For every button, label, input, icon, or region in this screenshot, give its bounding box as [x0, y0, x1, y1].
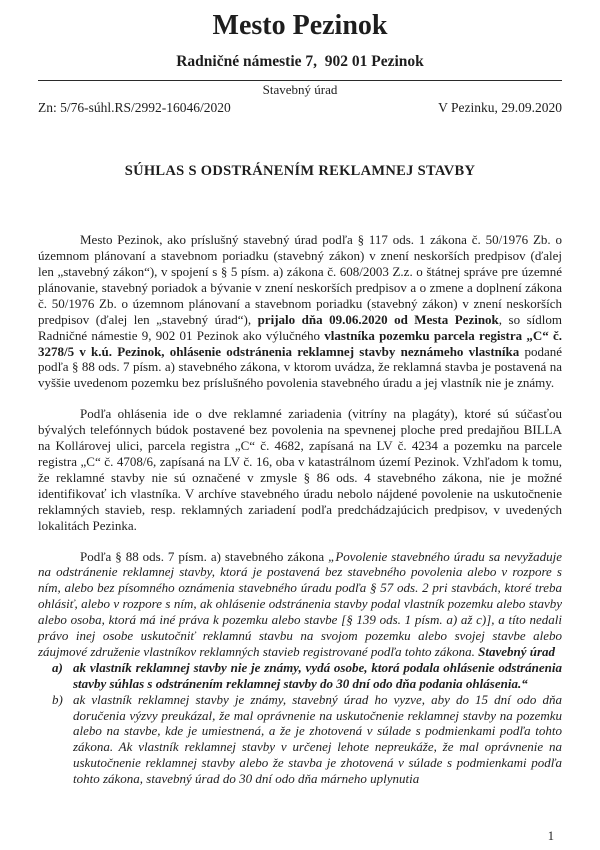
list-item-b-text: ak vlastník reklamnej stavby je známy, stavebný úrad ho vyzve, aby do 15 dní odo dňa doručenia výzvy preukázal, že mal oprávnenie na uskutočnenie reklamnej stavby na pozemku alebo na stavbe, kde je umiestnená, a že je zhotovená v súlade s podmienkami podľa tohto zákona. Ak vlastník reklamnej stavby v určenej lehote nepreukáže, že mal oprávnenie na uskutočnenie reklamnej stavby alebo že stavba je zhotovená v súlade s podmienkami podľa tohto zákona, stavebný úrad do 30 dní odo dňa márneho uplynutia	[73, 691, 562, 787]
list-item-a	[52, 660, 562, 692]
reference-number: Zn: 5/76-súhl.RS/2992-16046/2020	[38, 100, 231, 116]
org-address: Radničné námestie 7, 902 01 Pezinok	[176, 53, 424, 71]
paragraph-1-text-3: podané podľa § 88 ods. 7 písm. a) stavebného zákona, v ktorom uvádza, že reklamná stavba je postavená na vyššie uvedenom pozemku bez príslušného povolenia stavebného úradu a jej vlastník nie je známy.	[38, 343, 562, 391]
paragraph-3-intro: Podľa § 88 ods. 7 písm. a) stavebného zákona	[80, 548, 329, 564]
list-item-b	[52, 692, 562, 787]
paragraph-3	[38, 549, 562, 660]
paragraph-1-text-2: , so sídlom Radničné námestie 9, 902 01 Pezinok ako výlučného	[38, 311, 562, 343]
list-item-a-label: a)	[52, 659, 63, 675]
header-rule	[38, 80, 562, 81]
list-item-a-text: ak vlastník reklamnej stavby nie je známy, vydá osobe, ktorá podala ohlásenie odstránenia stavby súhlas s odstránením reklamnej stavby do 30 dní odo dňa podania ohlásenia.“	[73, 659, 562, 691]
document-body	[38, 232, 562, 787]
paragraph-3-law-quote: „Povolenie stavebného úradu sa nevyžaduje na odstránenie reklamnej stavby, ktorá je postavená bez stavebného povolenia alebo v rozpore s ním, alebo bez písomného oznámenia stavebného úradu podľa § 57 ods. 2 pri stavbách, ktoré treba ohlásiť, alebo v rozpore s ním, ak ohlásenie odstránenia stavby podal vlastník pozemku alebo stavby alebo osoba, ktorá má iné práva k pozemku alebo stavbe [§ 139 ods. 1 písm. a) až c)], a títo nedali právo inej osobe uskutočniť reklamnú stavbu na svojom pozemku alebo svojej stavbe alebo záujmové združenie vlastníkov reklamných stavieb registrované podľa tohto zákona.	[38, 548, 563, 659]
paragraph-1-bold-received: prijalo dňa 09.06.2020 od Mesta Pezinok	[257, 311, 499, 327]
page-number: 1	[547, 829, 554, 843]
reference-row	[38, 100, 562, 116]
paragraph-1	[38, 232, 562, 391]
paragraph-1-bold-parcel: vlastníka pozemku parcela registra „C“ č. 3278/5 v k.ú. Pezinok, ohlásenie odstránenia reklamnej stavby neznámeho vlastníka	[38, 327, 562, 359]
paragraph-2: Podľa ohlásenia ide o dve reklamné zariadenia (vitríny na plagáty), ktoré sú súčasťou bývalých telefónnych búdok postavené bez povolenia na spevnenej ploche pred predajňou BILLA na Kollárovej ulici, parcela registra „C“ č. 4682, zapísaná na LV č. 4234 a pozemku na parcele registra „C“ č. 4708/6, zapísaná na LV č. 16, oba v katastrálnom území Pezinok. Vzhľadom k tomu, že reklamné stavby nie sú označené v zmysle § 86 ods. 4 stavebného zákona, nie je možné identifikovať ich vlastníka. V archíve stavebného úradu nebolo nájdené povolenie na uskutočnenie reklamných stavieb, resp. reklamných zariadení podľa predchádzajúcich predpisov, v uvedených lokalitách Pezinka.	[38, 406, 562, 533]
document-title: SÚHLAS S ODSTRÁNENÍM REKLAMNEJ STAVBY	[124, 163, 476, 180]
place-date: V Pezinku, 29.09.2020	[438, 100, 562, 116]
org-name: Mesto Pezinok	[212, 10, 388, 41]
paragraph-1-text: Mesto Pezinok, ako príslušný stavebný úrad podľa § 117 ods. 1 zákona č. 50/1976 Zb. o územnom plánovaní a stavebnom poriadku (stavebný zákon) v znení neskorších predpisov (ďalej len „stavebný zákon“), v spojení s § 5 písm. a) zákona č. 608/2003 Z.z. o štátnej správe pre územné plánovanie, stavebný poriadok a bývanie v znení neskorších predpisov a o zmene a doplnení zákona č. 50/1976 Zb. o územnom plánovaní a stavebnom poriadku (stavebný zákon) v znení neskorších predpisov (ďalej len „stavebný úrad“),	[38, 232, 562, 327]
paragraph-3-tail: Stavebný úrad	[478, 643, 556, 659]
list-item-b-label: b)	[52, 691, 63, 707]
legal-list	[52, 660, 562, 787]
department-name: Stavebný úrad	[262, 82, 338, 98]
